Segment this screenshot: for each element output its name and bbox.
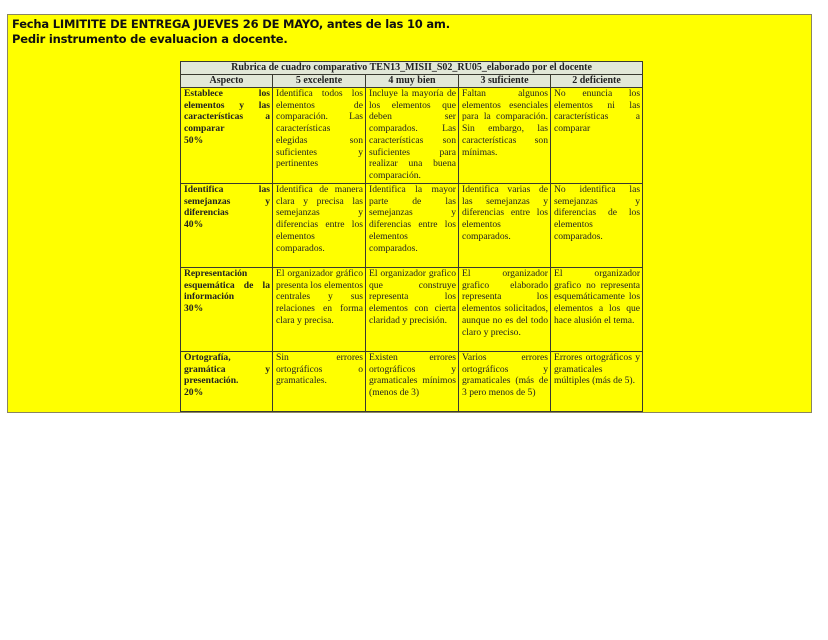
level-5-cell: Identifica todos los elementos de comparación. Las características elegidas son suficientes y pertinentes xyxy=(273,88,366,184)
table-row xyxy=(181,184,643,268)
level-4-cell: Incluye la mayoría de los elementos que deben ser comparados. Las características son suficientes para realizar una buena comparación. xyxy=(366,88,459,184)
level-2-cell: El organizador grafico no representa esquemáticamente los elementos a los que hace alusión el tema. xyxy=(551,268,643,352)
table-row xyxy=(181,88,643,184)
aspect-label: Ortografía, gramática y presentación. xyxy=(184,352,270,387)
aspect-cell xyxy=(181,268,273,352)
header-aspect: Aspecto xyxy=(181,75,273,88)
aspect-label: Representación esquemática de la información xyxy=(184,268,270,303)
rubric-table xyxy=(180,61,643,412)
level-5-cell: Sin errores ortográficos o gramaticales. xyxy=(273,352,366,412)
level-5-cell: El organizador gráfico presenta los elementos centrales y sus relaciones en forma clara y precisa. xyxy=(273,268,366,352)
aspect-cell xyxy=(181,184,273,268)
table-row xyxy=(181,268,643,352)
rubric-title-row xyxy=(181,62,643,75)
level-3-cell: Varios errores ortográficos y gramaticales (más de 3 pero menos de 5) xyxy=(459,352,551,412)
level-3-cell: El organizador grafico elaborado representa los elementos solicitados, aunque no es del todo claro y preciso. xyxy=(459,268,551,352)
aspect-cell xyxy=(181,88,273,184)
header-level-4: 4 muy bien xyxy=(366,75,459,88)
level-3-cell: Identifica varias de las semejanzas y diferencias entre los elementos comparados. xyxy=(459,184,551,268)
table-row xyxy=(181,352,643,412)
aspect-weight: 50% xyxy=(184,134,204,146)
aspect-weight: 20% xyxy=(184,387,204,399)
level-4-cell: El organizador grafico que construye representa los elementos con cierta claridad y precisión. xyxy=(366,268,459,352)
level-2-cell: Errores ortográficos y gramaticales múltiples (más de 5). xyxy=(551,352,643,412)
document-frame xyxy=(7,14,812,413)
aspect-weight: 40% xyxy=(184,219,204,231)
instruction-line: Pedir instrumento de evaluacion a docente. xyxy=(12,32,288,46)
aspect-weight: 30% xyxy=(184,303,204,315)
header-level-2: 2 deficiente xyxy=(551,75,643,88)
aspect-cell xyxy=(181,352,273,412)
level-4-cell: Identifica la mayor parte de las semejanzas y diferencias entre los elementos comparados. xyxy=(366,184,459,268)
level-2-cell: No enuncia los elementos ni las características a comparar xyxy=(551,88,643,184)
header-level-3: 3 suficiente xyxy=(459,75,551,88)
level-3-cell: Faltan algunos elementos esenciales para la comparación. Sin embargo, las características son mínimas. xyxy=(459,88,551,184)
header-level-5: 5 excelente xyxy=(273,75,366,88)
deadline-notice xyxy=(12,17,450,47)
rubric-title: Rubrica de cuadro comparativo TEN13_MISII_S02_RU05_elaborado por el docente xyxy=(181,62,643,75)
level-2-cell: No identifica las semejanzas y diferencias de los elementos comparados. xyxy=(551,184,643,268)
deadline-line: Fecha LIMITITE DE ENTREGA JUEVES 26 DE MAYO, antes de las 10 am. xyxy=(12,17,450,31)
level-4-cell: Existen errores ortográficos y gramaticales mínimos (menos de 3) xyxy=(366,352,459,412)
aspect-label: Identifica las semejanzas y diferencias xyxy=(184,184,270,219)
level-5-cell: Identifica de manera clara y precisa las semejanzas y diferencias entre los elementos comparados. xyxy=(273,184,366,268)
rubric-header-row xyxy=(181,75,643,88)
aspect-label: Establece los elementos y las características a comparar xyxy=(184,88,270,135)
